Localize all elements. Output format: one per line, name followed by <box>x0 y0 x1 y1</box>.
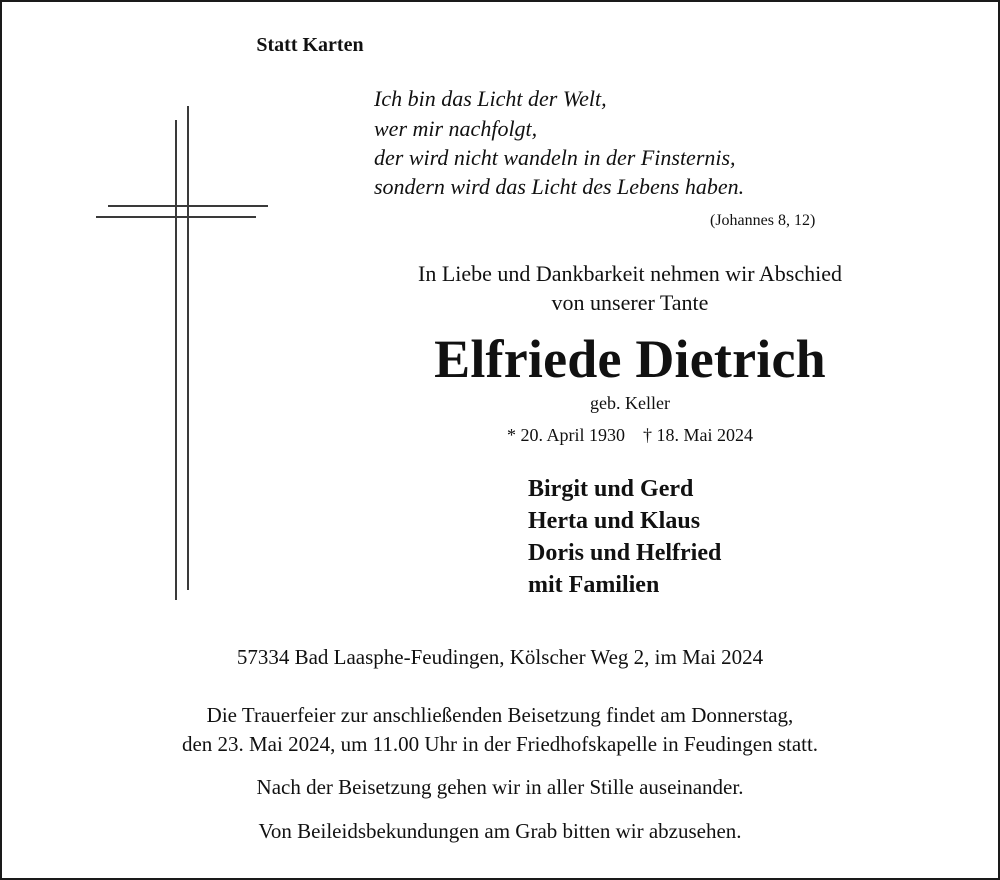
address-line: 57334 Bad Laasphe-Feudingen, Kölscher Weg 2, im Mai 2024 <box>236 645 764 669</box>
birth-name: geb. Keller <box>590 393 670 413</box>
funeral-line: Die Trauerfeier zur anschließenden Beisetzung findet am Donnerstag, <box>206 703 794 727</box>
intro-line: von unserer Tante <box>551 290 709 315</box>
intro-line: In Liebe und Dankbarkeit nehmen wir Abschied <box>418 261 842 286</box>
verse-citation: (Johannes 8, 12) <box>710 212 816 229</box>
verse-line: der wird nicht wandeln in der Finsternis, <box>374 145 736 170</box>
cross-icon <box>0 0 300 620</box>
mourner-line: Doris und Helfried <box>528 540 722 566</box>
funeral-note: Nach der Beisetzung gehen wir in aller Stille auseinander. <box>256 775 744 799</box>
funeral-line: den 23. Mai 2024, um 11.00 Uhr in der Friedhofskapelle in Feudingen statt. <box>181 732 819 756</box>
mourner-line: Herta und Klaus <box>528 508 701 534</box>
header-title: Statt Karten <box>256 34 364 56</box>
verse-line: wer mir nachfolgt, <box>374 116 538 141</box>
condolence-request: Von Beileidsbekundungen am Grab bitten wir abzusehen. <box>258 819 742 843</box>
verse-line: Ich bin das Licht der Welt, <box>374 86 607 111</box>
verse-line: sondern wird das Licht des Lebens haben. <box>374 174 745 199</box>
life-dates: * 20. April 1930 † 18. Mai 2024 <box>507 425 753 445</box>
mourner-line: mit Familien <box>528 572 660 598</box>
deceased-name: Elfriede Dietrich <box>434 329 826 389</box>
mourner-line: Birgit und Gerd <box>528 476 694 502</box>
